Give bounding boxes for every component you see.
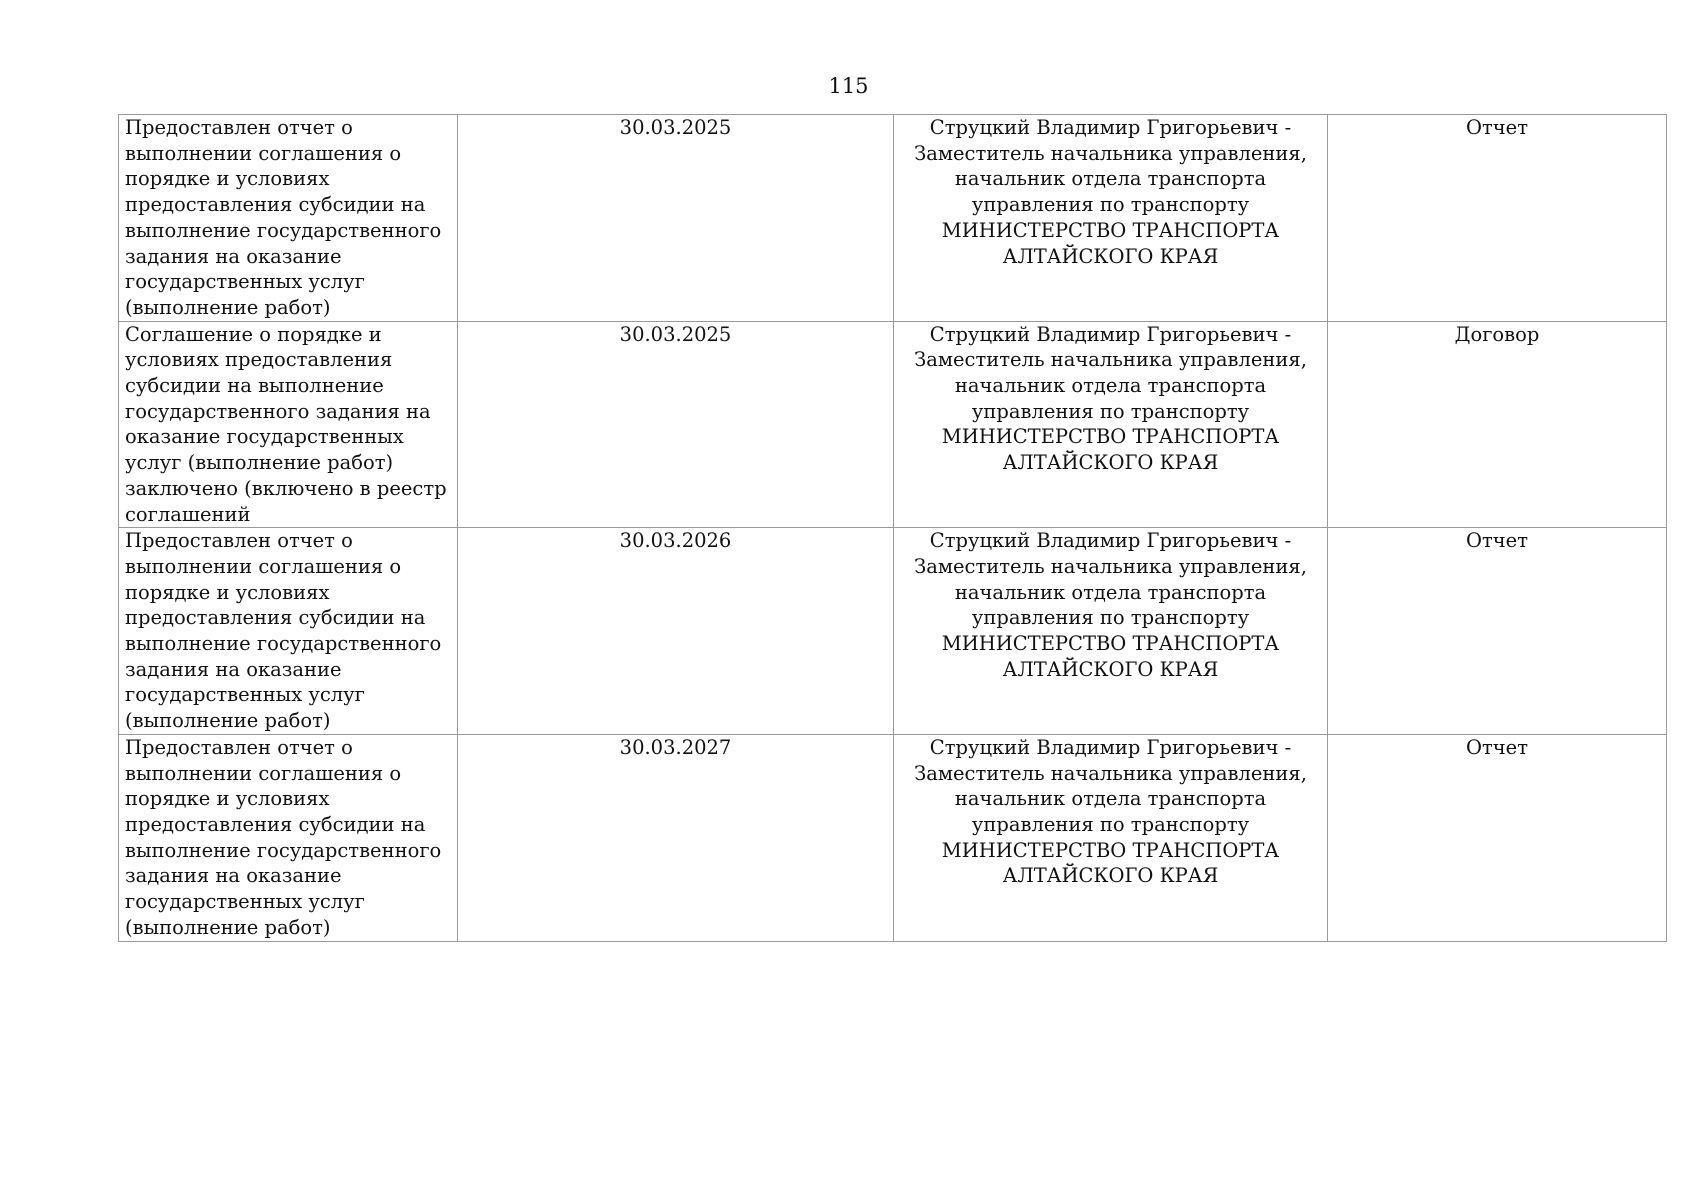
cell-date <box>458 528 894 735</box>
responsible-org: МИНИСТЕРСТВО ТРАНСПОРТА АЛТАЙСКОГО КРАЯ <box>941 838 1280 888</box>
responsible-org: МИНИСТЕРСТВО ТРАНСПОРТА АЛТАЙСКОГО КРАЯ <box>941 425 1280 475</box>
responsible-position: Заместитель начальника управления, начальник отдела транспорта управления по транспорту <box>914 141 1307 217</box>
cell-date <box>458 734 894 941</box>
table-row <box>119 734 1667 941</box>
control-points-table <box>118 114 1667 942</box>
responsible-position: Заместитель начальника управления, начальник отдела транспорта управления по транспорту <box>914 761 1307 836</box>
doc-type-text: Отчет <box>1466 529 1528 553</box>
table-row <box>119 528 1667 735</box>
cell-description <box>119 321 458 528</box>
responsible-position: Заместитель начальника управления, начальник отдела транспорта управления по транспорту <box>914 348 1307 423</box>
responsible-org: МИНИСТЕРСТВО ТРАНСПОРТА АЛТАЙСКОГО КРАЯ <box>941 632 1280 681</box>
responsible-position: Заместитель начальника управления, начальник отдела транспорта управления по транспорту <box>914 554 1307 630</box>
responsible-org: МИНИСТЕРСТВО ТРАНСПОРТА АЛТАЙСКОГО КРАЯ <box>941 218 1280 268</box>
date-text: 30.03.2026 <box>619 529 732 553</box>
cell-description <box>119 528 458 735</box>
cell-doc-type <box>1328 734 1667 941</box>
cell-description <box>119 115 458 322</box>
cell-doc-type <box>1328 115 1667 322</box>
doc-type-text: Договор <box>1454 322 1540 346</box>
date-text: 30.03.2025 <box>619 116 732 139</box>
responsible-person: Струцкий Владимир Григорьевич - <box>929 116 1292 139</box>
description-text: Предоставлен отчет о выполнении соглашения о порядке и условиях предоставления субсидии на выполнение государственного задания на оказание государственных услуг (выполнение работ) <box>125 735 442 939</box>
responsible-person: Струцкий Владимир Григорьевич - <box>929 735 1292 759</box>
cell-doc-type <box>1328 321 1667 528</box>
date-text: 30.03.2025 <box>619 322 732 346</box>
date-text: 30.03.2027 <box>619 735 732 759</box>
description-text: Предоставлен отчет о выполнении соглашения о порядке и условиях предоставления субсидии на выполнение государственного задания на оказание государственных услуг (выполнение работ) <box>125 116 442 319</box>
cell-responsible <box>894 115 1328 322</box>
table-row <box>119 115 1667 322</box>
doc-type-text: Отчет <box>1466 116 1528 139</box>
cell-description <box>119 734 458 941</box>
cell-responsible <box>894 321 1328 528</box>
cell-responsible <box>894 528 1328 735</box>
cell-doc-type <box>1328 528 1667 735</box>
responsible-person: Струцкий Владимир Григорьевич - <box>929 529 1292 553</box>
description-text: Предоставлен отчет о выполнении соглашения о порядке и условиях предоставления субсидии на выполнение государственного задания на оказание государственных услуг (выполнение работ) <box>125 529 442 733</box>
doc-type-text: Отчет <box>1466 735 1528 759</box>
cell-responsible <box>894 734 1328 941</box>
responsible-person: Струцкий Владимир Григорьевич - <box>929 322 1292 346</box>
description-text: Соглашение о порядке и условиях предоставления субсидии на выполнение государственного задания на оказание государственных услуг (выполнение работ) заключено (включено в реестр соглашений <box>125 322 447 526</box>
table-row <box>119 321 1667 528</box>
cell-date <box>458 321 894 528</box>
cell-date <box>458 115 894 322</box>
page-number: 115 <box>828 74 869 98</box>
